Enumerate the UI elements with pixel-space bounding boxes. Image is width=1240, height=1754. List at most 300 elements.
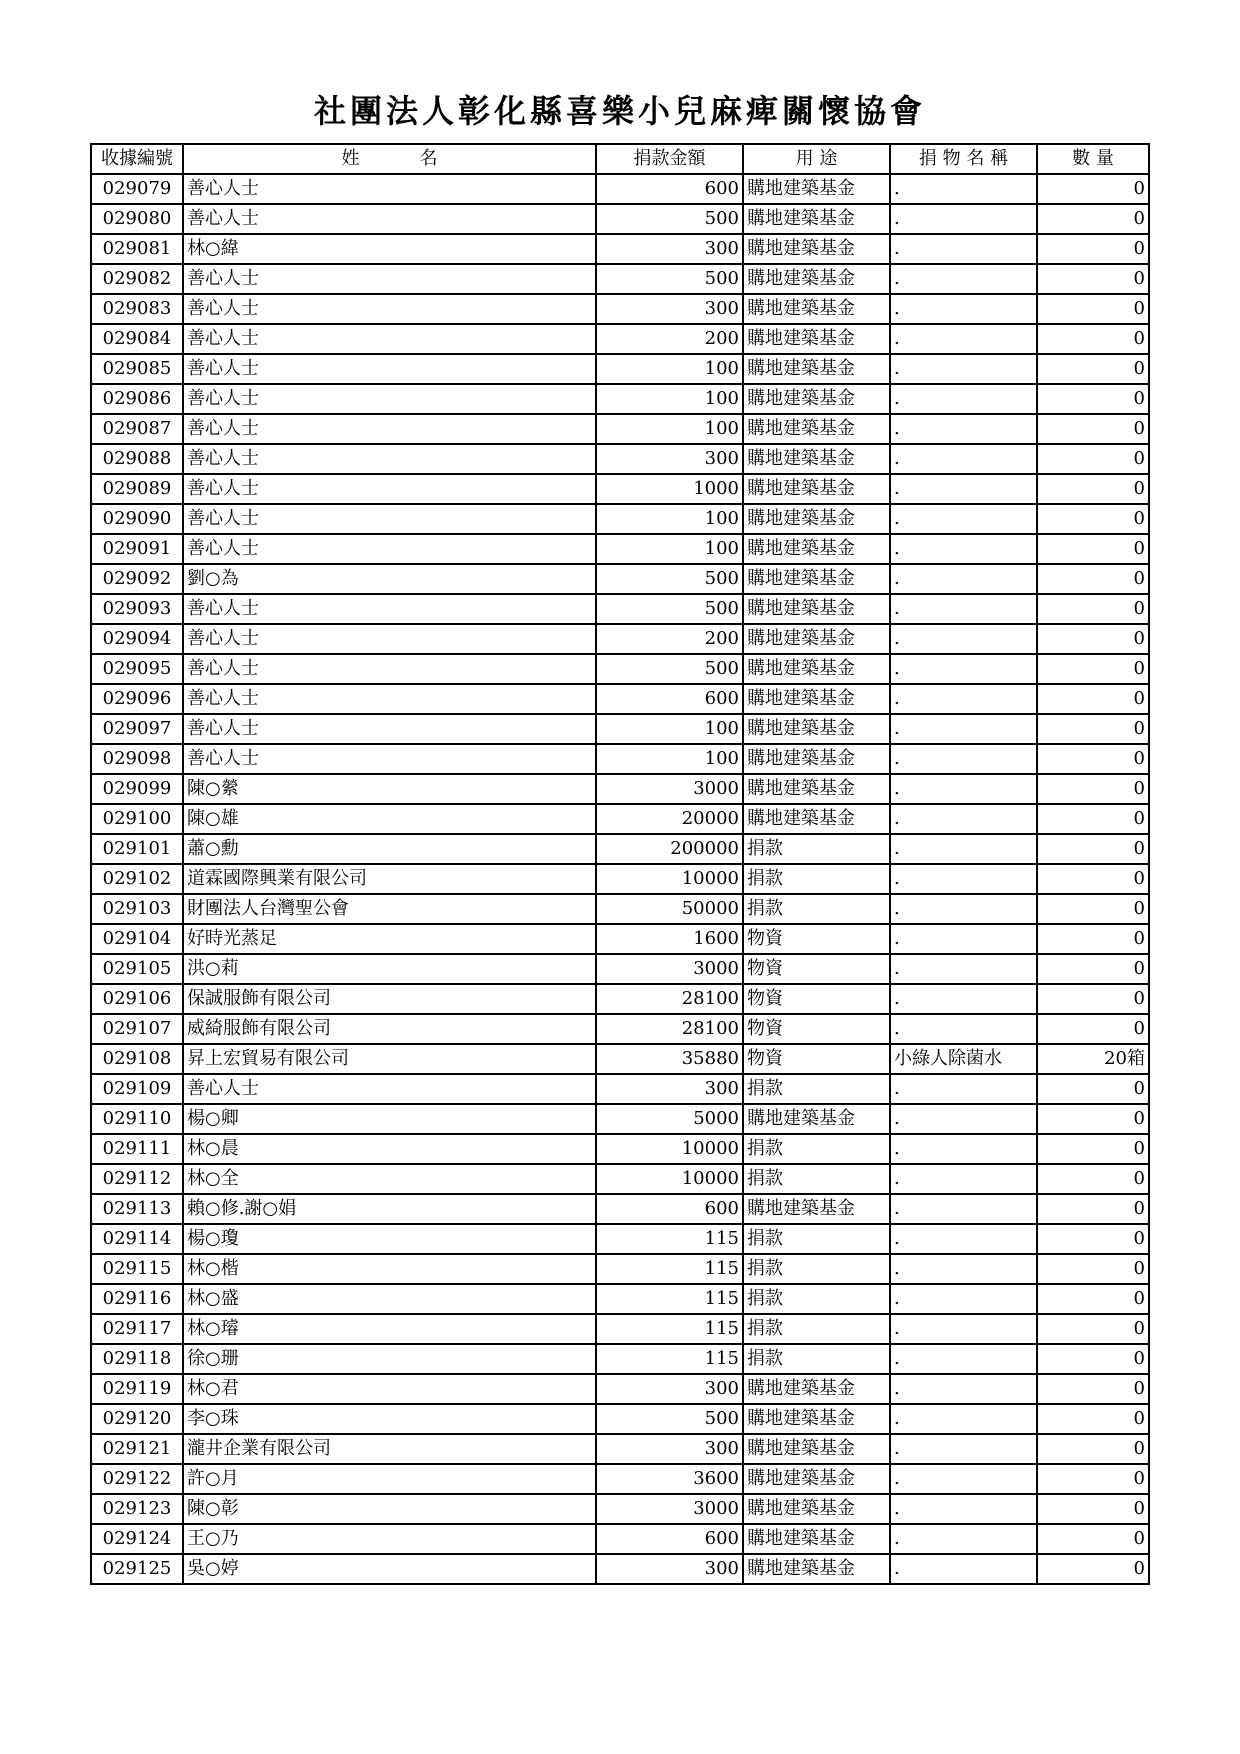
item-name-cell: 小綠人除菌水	[890, 1044, 1037, 1074]
amount-cell: 115	[596, 1254, 743, 1284]
receipt-no-cell: 029117	[91, 1314, 183, 1344]
item-name-cell: .	[890, 234, 1037, 264]
receipt-no-cell: 029081	[91, 234, 183, 264]
amount-cell: 500	[596, 564, 743, 594]
receipt-no-cell: 029088	[91, 444, 183, 474]
table-row	[91, 414, 1149, 444]
amount-cell: 200	[596, 624, 743, 654]
donor-name-cell: 陳○雄	[183, 804, 596, 834]
purpose-cell: 物資	[743, 954, 890, 984]
page-title: 社團法人彰化縣喜樂小兒麻痺關懷協會	[313, 92, 926, 130]
donor-name-cell: 許○月	[183, 1464, 596, 1494]
item-name-cell: .	[890, 1284, 1037, 1314]
receipt-no-cell: 029098	[91, 744, 183, 774]
purpose-cell: 購地建築基金	[743, 414, 890, 444]
donor-name-cell: 洪○莉	[183, 954, 596, 984]
receipt-no-cell: 029121	[91, 1434, 183, 1464]
quantity-cell: 0	[1037, 474, 1149, 504]
receipt-no-cell: 029104	[91, 924, 183, 954]
amount-cell: 300	[596, 1074, 743, 1104]
donor-name-cell: 蕭○勳	[183, 834, 596, 864]
quantity-cell: 0	[1037, 864, 1149, 894]
quantity-cell: 0	[1037, 1374, 1149, 1404]
donor-name-cell: 善心人士	[183, 594, 596, 624]
table-row	[91, 1434, 1149, 1464]
purpose-cell: 捐款	[743, 1074, 890, 1104]
table-row	[91, 1164, 1149, 1194]
quantity-cell: 0	[1037, 444, 1149, 474]
quantity-cell: 0	[1037, 414, 1149, 444]
table-row	[91, 1314, 1149, 1344]
purpose-cell: 捐款	[743, 1254, 890, 1284]
receipt-no-cell: 029093	[91, 594, 183, 624]
item-name-cell: .	[890, 1494, 1037, 1524]
header-purpose: 用 途	[743, 144, 890, 174]
table-row	[91, 1374, 1149, 1404]
amount-cell: 50000	[596, 894, 743, 924]
quantity-cell: 0	[1037, 984, 1149, 1014]
item-name-cell: .	[890, 1434, 1037, 1464]
quantity-cell: 0	[1037, 1404, 1149, 1434]
receipt-no-cell: 029114	[91, 1224, 183, 1254]
header-amount: 捐款金額	[596, 144, 743, 174]
header-row	[91, 144, 1149, 174]
quantity-cell: 0	[1037, 1224, 1149, 1254]
table-row	[91, 1224, 1149, 1254]
receipt-no-cell: 029100	[91, 804, 183, 834]
donor-name-cell: 善心人士	[183, 474, 596, 504]
header-name	[183, 144, 596, 174]
receipt-no-cell: 029091	[91, 534, 183, 564]
donor-name-cell: 善心人士	[183, 654, 596, 684]
receipt-no-cell: 029094	[91, 624, 183, 654]
donor-name-cell: 財團法人台灣聖公會	[183, 894, 596, 924]
item-name-cell: .	[890, 1554, 1037, 1584]
item-name-cell: .	[890, 264, 1037, 294]
donor-name-cell: 林○盛	[183, 1284, 596, 1314]
item-name-cell: .	[890, 1014, 1037, 1044]
donor-name-cell: 昇上宏貿易有限公司	[183, 1044, 596, 1074]
amount-cell: 3000	[596, 774, 743, 804]
amount-cell: 500	[596, 204, 743, 234]
amount-cell: 115	[596, 1224, 743, 1254]
amount-cell: 600	[596, 1524, 743, 1554]
amount-cell: 1600	[596, 924, 743, 954]
donor-name-cell: 李○珠	[183, 1404, 596, 1434]
purpose-cell: 購地建築基金	[743, 1434, 890, 1464]
donor-name-cell: 善心人士	[183, 414, 596, 444]
receipt-no-cell: 029111	[91, 1134, 183, 1164]
table-row	[91, 774, 1149, 804]
item-name-cell: .	[890, 804, 1037, 834]
item-name-cell: .	[890, 924, 1037, 954]
table-row	[91, 534, 1149, 564]
receipt-no-cell: 029113	[91, 1194, 183, 1224]
receipt-no-cell: 029103	[91, 894, 183, 924]
table-row	[91, 1464, 1149, 1494]
donor-name-cell: 楊○卿	[183, 1104, 596, 1134]
donor-name-cell: 道霖國際興業有限公司	[183, 864, 596, 894]
table-row	[91, 234, 1149, 264]
table-row	[91, 684, 1149, 714]
donation-table	[90, 143, 1150, 1585]
donor-name-cell: 劉○為	[183, 564, 596, 594]
item-name-cell: .	[890, 324, 1037, 354]
table-row	[91, 924, 1149, 954]
item-name-cell: .	[890, 504, 1037, 534]
item-name-cell: .	[890, 444, 1037, 474]
item-name-cell: .	[890, 294, 1037, 324]
amount-cell: 28100	[596, 984, 743, 1014]
purpose-cell: 捐款	[743, 864, 890, 894]
quantity-cell: 0	[1037, 1164, 1149, 1194]
donor-name-cell: 善心人士	[183, 294, 596, 324]
purpose-cell: 購地建築基金	[743, 1524, 890, 1554]
quantity-cell: 0	[1037, 354, 1149, 384]
amount-cell: 1000	[596, 474, 743, 504]
quantity-cell: 0	[1037, 834, 1149, 864]
amount-cell: 300	[596, 1374, 743, 1404]
purpose-cell: 物資	[743, 984, 890, 1014]
purpose-cell: 購地建築基金	[743, 804, 890, 834]
amount-cell: 3000	[596, 954, 743, 984]
amount-cell: 3000	[596, 1494, 743, 1524]
amount-cell: 500	[596, 594, 743, 624]
quantity-cell: 0	[1037, 1014, 1149, 1044]
quantity-cell: 0	[1037, 1554, 1149, 1584]
donor-name-cell: 善心人士	[183, 744, 596, 774]
table-row	[91, 954, 1149, 984]
amount-cell: 300	[596, 1434, 743, 1464]
item-name-cell: .	[890, 654, 1037, 684]
item-name-cell: .	[890, 714, 1037, 744]
donor-name-cell: 善心人士	[183, 264, 596, 294]
item-name-cell: .	[890, 384, 1037, 414]
table-row	[91, 804, 1149, 834]
amount-cell: 100	[596, 504, 743, 534]
amount-cell: 100	[596, 414, 743, 444]
quantity-cell: 0	[1037, 504, 1149, 534]
table-row	[91, 264, 1149, 294]
amount-cell: 115	[596, 1344, 743, 1374]
quantity-cell: 0	[1037, 534, 1149, 564]
quantity-cell: 0	[1037, 1194, 1149, 1224]
amount-cell: 200	[596, 324, 743, 354]
quantity-cell: 0	[1037, 654, 1149, 684]
purpose-cell: 購地建築基金	[743, 624, 890, 654]
table-row	[91, 834, 1149, 864]
quantity-cell: 0	[1037, 804, 1149, 834]
quantity-cell: 0	[1037, 174, 1149, 204]
amount-cell: 100	[596, 384, 743, 414]
quantity-cell: 0	[1037, 1314, 1149, 1344]
table-row	[91, 474, 1149, 504]
purpose-cell: 購地建築基金	[743, 564, 890, 594]
item-name-cell: .	[890, 894, 1037, 924]
quantity-cell: 0	[1037, 774, 1149, 804]
amount-cell: 10000	[596, 1164, 743, 1194]
purpose-cell: 購地建築基金	[743, 1104, 890, 1134]
amount-cell: 300	[596, 444, 743, 474]
item-name-cell: .	[890, 984, 1037, 1014]
purpose-cell: 捐款	[743, 1284, 890, 1314]
purpose-cell: 捐款	[743, 834, 890, 864]
quantity-cell: 0	[1037, 1074, 1149, 1104]
donor-name-cell: 林○晨	[183, 1134, 596, 1164]
item-name-cell: .	[890, 864, 1037, 894]
purpose-cell: 捐款	[743, 1134, 890, 1164]
quantity-cell: 0	[1037, 1434, 1149, 1464]
header-item-name: 捐 物 名 稱	[890, 144, 1037, 174]
item-name-cell: .	[890, 1404, 1037, 1434]
item-name-cell: .	[890, 684, 1037, 714]
donor-name-cell: 林○緯	[183, 234, 596, 264]
donor-name-cell: 善心人士	[183, 354, 596, 384]
receipt-no-cell: 029122	[91, 1464, 183, 1494]
amount-cell: 500	[596, 1404, 743, 1434]
donor-name-cell: 王○乃	[183, 1524, 596, 1554]
item-name-cell: .	[890, 1074, 1037, 1104]
receipt-no-cell: 029116	[91, 1284, 183, 1314]
table-row	[91, 1074, 1149, 1104]
quantity-cell: 0	[1037, 954, 1149, 984]
quantity-cell: 0	[1037, 1344, 1149, 1374]
purpose-cell: 購地建築基金	[743, 324, 890, 354]
amount-cell: 3600	[596, 1464, 743, 1494]
table-row	[91, 1524, 1149, 1554]
quantity-cell: 0	[1037, 924, 1149, 954]
purpose-cell: 購地建築基金	[743, 1464, 890, 1494]
quantity-cell: 0	[1037, 294, 1149, 324]
purpose-cell: 購地建築基金	[743, 504, 890, 534]
amount-cell: 300	[596, 294, 743, 324]
quantity-cell: 0	[1037, 1254, 1149, 1284]
item-name-cell: .	[890, 414, 1037, 444]
quantity-cell: 0	[1037, 1104, 1149, 1134]
table-row	[91, 384, 1149, 414]
purpose-cell: 購地建築基金	[743, 354, 890, 384]
receipt-no-cell: 029107	[91, 1014, 183, 1044]
quantity-cell: 0	[1037, 594, 1149, 624]
amount-cell: 600	[596, 1194, 743, 1224]
purpose-cell: 捐款	[743, 1314, 890, 1344]
item-name-cell: .	[890, 594, 1037, 624]
table-row	[91, 204, 1149, 234]
purpose-cell: 購地建築基金	[743, 654, 890, 684]
header-quantity: 數 量	[1037, 144, 1149, 174]
donor-name-cell: 保誠服飾有限公司	[183, 984, 596, 1014]
item-name-cell: .	[890, 1134, 1037, 1164]
receipt-no-cell: 029092	[91, 564, 183, 594]
amount-cell: 300	[596, 234, 743, 264]
item-name-cell: .	[890, 834, 1037, 864]
amount-cell: 115	[596, 1284, 743, 1314]
receipt-no-cell: 029095	[91, 654, 183, 684]
purpose-cell: 購地建築基金	[743, 714, 890, 744]
table-row	[91, 1044, 1149, 1074]
receipt-no-cell: 029084	[91, 324, 183, 354]
donor-name-cell: 林○璿	[183, 1314, 596, 1344]
receipt-no-cell: 029097	[91, 714, 183, 744]
item-name-cell: .	[890, 774, 1037, 804]
table-row	[91, 1284, 1149, 1314]
quantity-cell: 0	[1037, 324, 1149, 354]
purpose-cell: 購地建築基金	[743, 684, 890, 714]
amount-cell: 35880	[596, 1044, 743, 1074]
purpose-cell: 購地建築基金	[743, 474, 890, 504]
receipt-no-cell: 029085	[91, 354, 183, 384]
quantity-cell: 0	[1037, 1524, 1149, 1554]
table-row	[91, 1134, 1149, 1164]
amount-cell: 10000	[596, 1134, 743, 1164]
quantity-cell: 0	[1037, 894, 1149, 924]
amount-cell: 28100	[596, 1014, 743, 1044]
amount-cell: 500	[596, 264, 743, 294]
donor-name-cell: 善心人士	[183, 684, 596, 714]
receipt-no-cell: 029123	[91, 1494, 183, 1524]
donor-name-cell: 善心人士	[183, 324, 596, 354]
donor-name-cell: 善心人士	[183, 384, 596, 414]
table-row	[91, 654, 1149, 684]
purpose-cell: 購地建築基金	[743, 744, 890, 774]
quantity-cell: 0	[1037, 1494, 1149, 1524]
quantity-cell: 0	[1037, 264, 1149, 294]
donor-name-cell: 善心人士	[183, 174, 596, 204]
quantity-cell: 0	[1037, 384, 1149, 414]
purpose-cell: 物資	[743, 1014, 890, 1044]
donor-name-cell: 林○全	[183, 1164, 596, 1194]
receipt-no-cell: 029105	[91, 954, 183, 984]
receipt-no-cell: 029112	[91, 1164, 183, 1194]
table-row	[91, 564, 1149, 594]
receipt-no-cell: 029124	[91, 1524, 183, 1554]
amount-cell: 600	[596, 684, 743, 714]
amount-cell: 100	[596, 714, 743, 744]
amount-cell: 500	[596, 654, 743, 684]
receipt-no-cell: 029090	[91, 504, 183, 534]
receipt-no-cell: 029118	[91, 1344, 183, 1374]
amount-cell: 100	[596, 744, 743, 774]
receipt-no-cell: 029106	[91, 984, 183, 1014]
table-row	[91, 624, 1149, 654]
quantity-cell: 0	[1037, 714, 1149, 744]
receipt-no-cell: 029087	[91, 414, 183, 444]
table-row	[91, 1254, 1149, 1284]
table-row	[91, 744, 1149, 774]
amount-cell: 100	[596, 354, 743, 384]
purpose-cell: 購地建築基金	[743, 1374, 890, 1404]
donor-name-cell: 吳○婷	[183, 1554, 596, 1584]
purpose-cell: 購地建築基金	[743, 1494, 890, 1524]
table-row	[91, 294, 1149, 324]
item-name-cell: .	[890, 534, 1037, 564]
item-name-cell: .	[890, 174, 1037, 204]
table-row	[91, 1194, 1149, 1224]
table-row	[91, 444, 1149, 474]
purpose-cell: 捐款	[743, 1344, 890, 1374]
item-name-cell: .	[890, 474, 1037, 504]
header-name-surname: 姓	[341, 148, 360, 169]
donor-name-cell: 善心人士	[183, 204, 596, 234]
amount-cell: 5000	[596, 1104, 743, 1134]
amount-cell: 300	[596, 1554, 743, 1584]
item-name-cell: .	[890, 624, 1037, 654]
item-name-cell: .	[890, 1254, 1037, 1284]
receipt-no-cell: 029082	[91, 264, 183, 294]
quantity-cell: 0	[1037, 1464, 1149, 1494]
donor-name-cell: 善心人士	[183, 534, 596, 564]
item-name-cell: .	[890, 204, 1037, 234]
item-name-cell: .	[890, 744, 1037, 774]
donor-name-cell: 瀧井企業有限公司	[183, 1434, 596, 1464]
item-name-cell: .	[890, 1524, 1037, 1554]
amount-cell: 600	[596, 174, 743, 204]
item-name-cell: .	[890, 564, 1037, 594]
quantity-cell: 0	[1037, 204, 1149, 234]
item-name-cell: .	[890, 1314, 1037, 1344]
header-name-given: 名	[419, 148, 438, 169]
table-row	[91, 1344, 1149, 1374]
donor-name-cell: 楊○瓊	[183, 1224, 596, 1254]
table-row	[91, 984, 1149, 1014]
table-row	[91, 174, 1149, 204]
donor-name-cell: 好時光蒸足	[183, 924, 596, 954]
purpose-cell: 購地建築基金	[743, 534, 890, 564]
amount-cell: 100	[596, 534, 743, 564]
amount-cell: 115	[596, 1314, 743, 1344]
receipt-no-cell: 029110	[91, 1104, 183, 1134]
amount-cell: 20000	[596, 804, 743, 834]
purpose-cell: 捐款	[743, 894, 890, 924]
purpose-cell: 購地建築基金	[743, 204, 890, 234]
quantity-cell: 20箱	[1037, 1044, 1149, 1074]
quantity-cell: 0	[1037, 1284, 1149, 1314]
receipt-no-cell: 029125	[91, 1554, 183, 1584]
purpose-cell: 捐款	[743, 1224, 890, 1254]
purpose-cell: 購地建築基金	[743, 174, 890, 204]
receipt-no-cell: 029079	[91, 174, 183, 204]
header-receipt-no: 收據編號	[91, 144, 183, 174]
donor-name-cell: 陳○彰	[183, 1494, 596, 1524]
quantity-cell: 0	[1037, 234, 1149, 264]
item-name-cell: .	[890, 954, 1037, 984]
donor-name-cell: 陳○縈	[183, 774, 596, 804]
item-name-cell: .	[890, 1194, 1037, 1224]
receipt-no-cell: 029102	[91, 864, 183, 894]
purpose-cell: 購地建築基金	[743, 444, 890, 474]
table-row	[91, 864, 1149, 894]
quantity-cell: 0	[1037, 1134, 1149, 1164]
table-row	[91, 1404, 1149, 1434]
quantity-cell: 0	[1037, 684, 1149, 714]
receipt-no-cell: 029120	[91, 1404, 183, 1434]
donor-name-cell: 善心人士	[183, 504, 596, 534]
table-row	[91, 894, 1149, 924]
receipt-no-cell: 029080	[91, 204, 183, 234]
receipt-no-cell: 029086	[91, 384, 183, 414]
donor-name-cell: 林○楷	[183, 1254, 596, 1284]
item-name-cell: .	[890, 1224, 1037, 1254]
table-row	[91, 1554, 1149, 1584]
receipt-no-cell: 029109	[91, 1074, 183, 1104]
item-name-cell: .	[890, 1104, 1037, 1134]
purpose-cell: 物資	[743, 1044, 890, 1074]
purpose-cell: 購地建築基金	[743, 1404, 890, 1434]
donor-name-cell: 威綺服飾有限公司	[183, 1014, 596, 1044]
donor-name-cell: 善心人士	[183, 1074, 596, 1104]
donor-name-cell: 林○君	[183, 1374, 596, 1404]
quantity-cell: 0	[1037, 624, 1149, 654]
